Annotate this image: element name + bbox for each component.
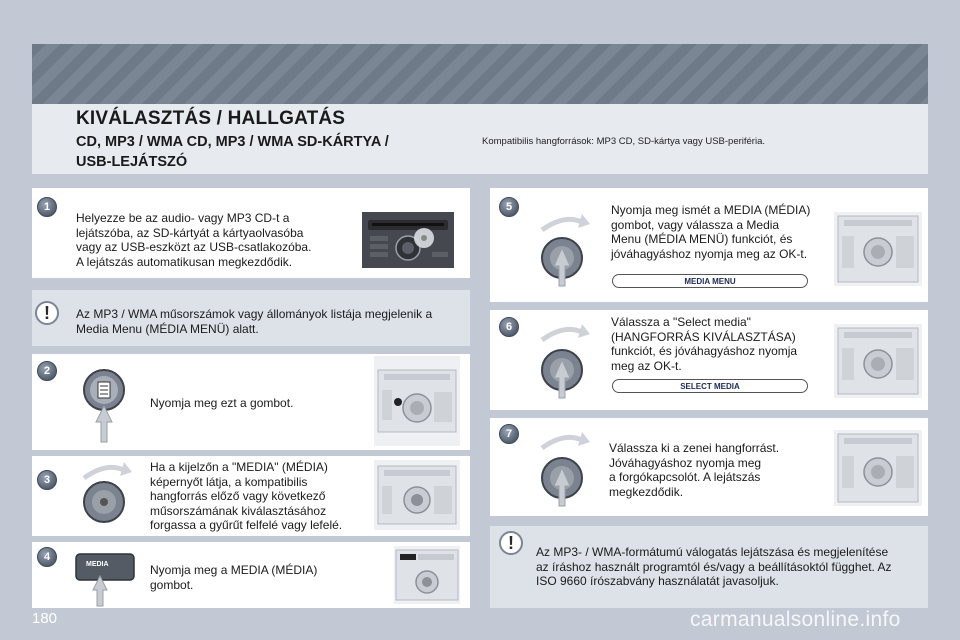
page-number: 180 [32,610,58,627]
text-line: megkezdődik. [609,484,684,499]
step-1-badge: 1 [37,197,57,217]
text-line: az íráshoz használt programtól és/vagy a beállításoktól függhet. Az [536,559,892,574]
text-line: A lejátszás automatikusan megkezdődik. [76,254,293,269]
media-menu-label: MEDIA MENU [612,274,808,288]
text-line: Ha a kijelzőn a "MEDIA" (MÉDIA) [150,460,328,474]
radio-panel-image [374,356,460,446]
step-3-text [150,460,370,533]
cd-player-photo [362,212,454,268]
step-5-text [611,203,831,261]
rotary-knob-icon [76,456,136,541]
text-line: képernyőt látja, a kompatibilis [150,474,308,489]
compatibility-note: Kompatibilis hangforrások: MP3 CD, SD-kártya vagy USB-periféria. [482,136,765,147]
text-line: gombot. [150,577,194,592]
text-line: ISO 9660 írószabvány használatát javasoljuk. [536,574,779,588]
radio-panel-image [834,212,922,286]
step-5-badge: 5 [499,197,519,217]
text-line: Jóváhagyáshoz nyomja meg [609,455,762,470]
text-line: meg az OK-t. [611,358,682,373]
radio-panel-image [374,460,460,530]
header-band [32,44,928,104]
text-line: forgassa a gyűrűt felfelé vagy lefelé. [150,518,343,532]
text-line: Menu (MÉDIA MENÜ) funkciót, és [611,232,793,246]
text-line: funkciót, és jóváhagyáshoz nyomja [611,344,798,358]
step-1-text [76,211,366,269]
step-6-text [611,315,831,373]
text-line: műsorszámának kiválasztásához [150,503,327,518]
warning-2-text [536,545,924,589]
text-line: (HANGFORRÁS KIVÁLASZTÁSA) [611,329,796,344]
warning-1-icon: ! [35,301,59,325]
text-line: Nyomja meg a MEDIA (MÉDIA) [150,563,318,577]
media-button-label: MEDIA [86,561,109,568]
radio-panel-image [834,430,922,506]
step-7-text [609,441,829,499]
text-line: vagy az USB-eszközt az USB-csatlakozóba. [76,240,312,254]
text-line: jóváhagyáshoz nyomja meg az OK-t. [611,246,808,261]
rotary-knob-icon [534,316,594,411]
subtitle-line: USB-LEJÁTSZÓ [76,154,188,170]
page-title: KIVÁLASZTÁS / HALLGATÁS [76,108,346,129]
text-line: lejátszóba, az SD-kártyát a kártyaolvasóba [76,225,304,240]
step-6-badge: 6 [499,317,519,337]
warning-1-text [76,307,466,336]
text-line: hangforrás előző vagy következő [150,489,326,503]
page-subtitle [76,132,456,172]
step-2-text: Nyomja meg ezt a gombot. [150,396,294,410]
text-line: Nyomja meg ismét a MEDIA (MÉDIA) [611,203,811,217]
subtitle-line: CD, MP3 / WMA CD, MP3 / WMA SD-KÁRTYA / [76,134,389,150]
step-4-text [150,563,350,592]
rotary-knob-icon [534,424,594,517]
step-3-badge: 3 [37,470,57,490]
text-line: Az MP3- / WMA-formátumú válogatás lejátszása és megjelenítése [536,545,889,559]
select-media-label: SELECT MEDIA [612,379,808,393]
menu-button-icon [82,366,126,449]
text-line: a forgókapcsolót. A lejátszás [609,470,761,484]
rotary-knob-icon [534,206,594,293]
text-line: Válassza ki a zenei hangforrást. [609,441,780,455]
radio-panel-image [834,324,922,398]
radio-panel-image [394,546,460,604]
text-line: Helyezze be az audio- vagy MP3 CD-t a [76,211,290,225]
text-line: Az MP3 / WMA műsorszámok vagy állományok listája megjelenik a [76,307,433,321]
watermark: carmanualsonline.info [690,608,901,631]
step-7-badge: 7 [499,424,519,444]
text-line: Media Menu (MÉDIA MENÜ) alatt. [76,321,259,336]
text-line: Válassza a "Select media" [611,315,751,329]
step-2-badge: 2 [37,361,57,381]
warning-2-icon: ! [499,531,523,555]
step-4-badge: 4 [37,547,57,567]
text-line: gombot, vagy válassza a Media [611,217,780,232]
